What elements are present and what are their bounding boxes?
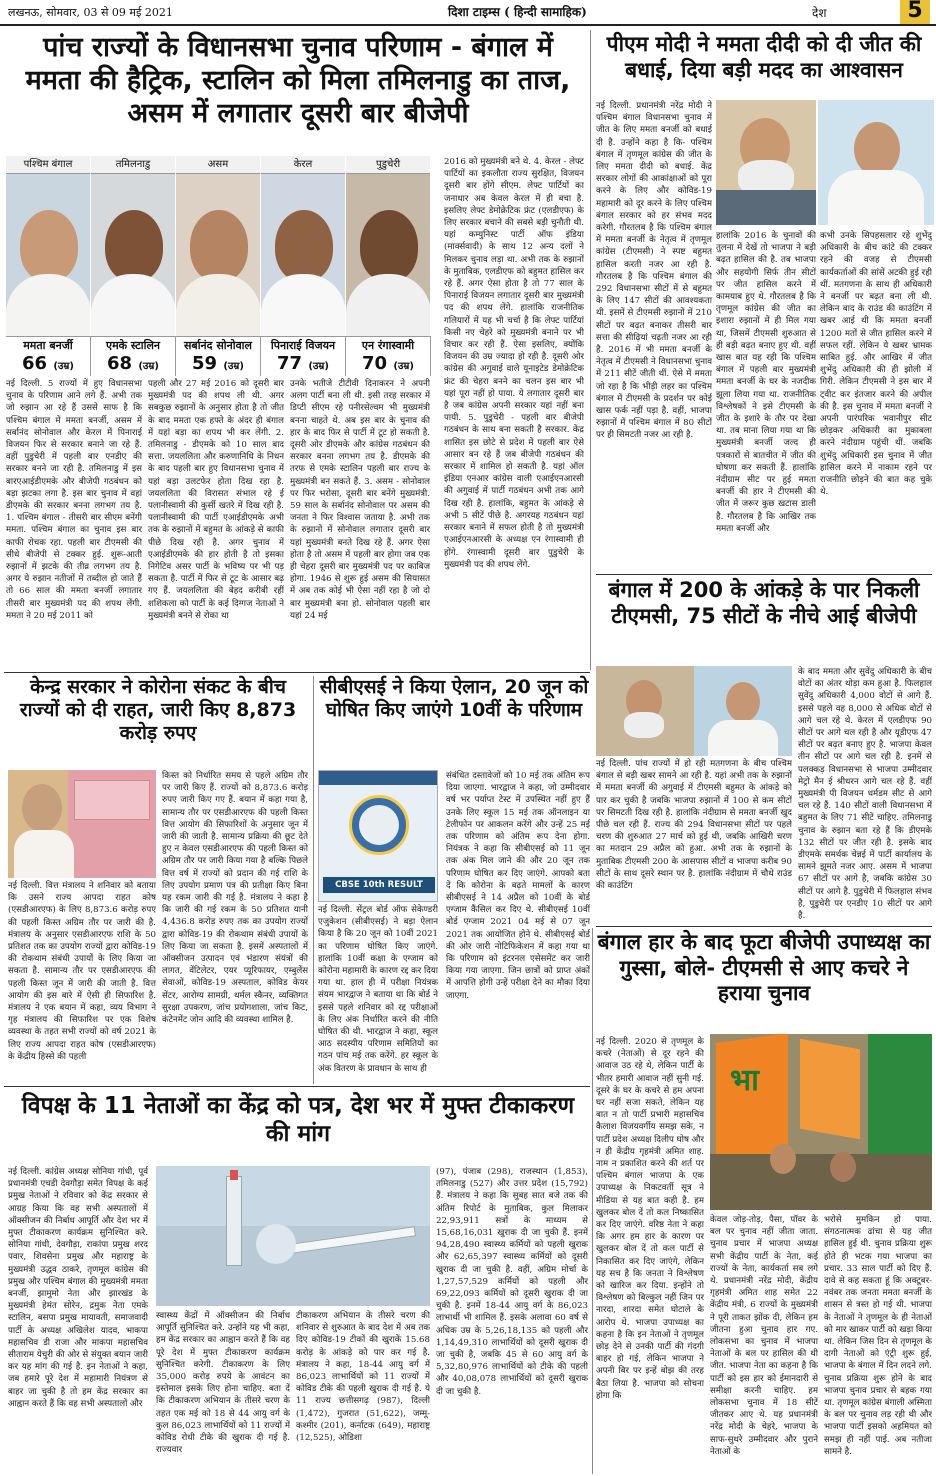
candidate-age: 66 xyxy=(22,353,48,374)
modi-body-col3: कभी उनके सिपहसलार रहे शुभेंदु अधिकारी के बीच कांटे की टक्कर रहने की वजह से टीएमसी कार्यकर्ताओं की सांसें अटकी हुई रही थीं. मतगणना के साथ ही अधिकारी ने बनर्जी पर बढ़त बना ली थी. लेकिन बाद के राउंड की काउंटिंग में खबर आई थी कि ममता बनर्जी 1200 मतों से जीत हासिल करने में सफल रहीं. लेकिन ये खबर भ्रामक साबित हुई. और आखिर में जीत शुभेंदु अधिकारी की ही झोली में गिरी. लेकिन टीएमसी ने इस बार में ट्वीट कर इंतजार करने की अपील की है. इस चुनाव में ममता बनर्जी ने अपनी पारंपरिक भवानीपुर सीट छोड़कर अधिकारी का मुकाबला करने नंदीग्राम पहुंची थीं. जबकि शुभेंदु अधिकारी इस चुनाव में जीत हासिल करने में नाकाम रहने पर राजनीति छोड़ने की बात कह चुके थे. xyxy=(820,231,932,498)
tmc-headline: बंगाल में 200 के आंकड़े के पार निकली टीएमसी, 75 सीटों के नीचे आई बीजेपी xyxy=(608,578,920,628)
candidate-name: पिनाराई विजयन xyxy=(270,339,336,352)
issue-date: लखनऊ, सोमवार, 03 से 09 मई 2021 xyxy=(8,6,173,19)
newspaper-name: दिशा टाइम्स ( हिन्दी सामाहिक) xyxy=(448,5,587,19)
age-unit: (उम्र) xyxy=(138,361,159,372)
covid-fund-headline: केन्द्र सरकार ने कोरोना संकट के बीच राज्यों को दी राहत, जारी किए 8,873 करोड़ रुपए xyxy=(19,676,297,745)
cbse-result-image xyxy=(318,770,438,902)
masthead xyxy=(0,0,936,26)
candidate-name: एमके स्टालिन xyxy=(105,339,161,352)
age-unit: (उम्र) xyxy=(308,361,329,372)
tmc-body-col1: नई दिल्ली. पांच राज्यों में हो रही मतगणना के बीच पश्चिम बंगाल से बड़ी खबर सामने आ रही है. यहां अभी तक के रुझानों में ममता बनर्जी की अगुवाई में टीएमसी बहुमत के आंकड़े को पार कर चुकी है जबकि भाजपा रुझानों में 100 से कम सीटों पर सिमटती दिख रही है. हालांकि नंदीग्राम से ममता बनर्जी खुद पीछे चल रही हैं. राज्य की 294 विधानसभा सीटों पर पहले चरण की शुरुआत 27 मार्च को हुई थी, जबकि आखिरी चरण का मतदान 29 अप्रैल को हुआ. अभी तक के रुझानों के मुताबिक टीएमसी 200 के आसपास सीटों व भाजपा करीब 90 सीटों के साथ दूसरे स्थान पर है. हालांकि नंदीग्राम में चौथे राउंड की काउंटिंग xyxy=(596,759,792,892)
candidate-age: 70 xyxy=(362,353,388,374)
age-unit: (उम्र) xyxy=(393,361,414,372)
candidate-caption xyxy=(346,336,431,376)
bjp-flags-photo: भा xyxy=(710,1034,932,1210)
candidate-state: पुडुचेरी xyxy=(346,156,430,174)
lead-body-col2: पहली और 27 मई 2016 को दूसरी बार मुख्यमंत्री पद की शपथ ली थी. अगर सबकुछ रुझानों के अनुसार होता है तो जीत के बाद ममता एक हफ्ते के अंदर ही बंगाल में यहां बड़ा का शपथ भी कर लेंगी. 2. तमिलनाडु - डीएमके को 10 साल बाद सत्ता. जयललिता और करुणानिधि के निधन के बाद पहली बार हुए विधानसभा चुनाव में यहां बड़ा उलटफेर होता दिख रहा है. जयललिता की विरासत संभाल रहे ई पलानीस्वामी की कुर्सी खतरे में दिख रही है. पलानीस्वामी की पार्टी एआईडीएमके अभी तक के रुझानों में बहुमत के आंकड़े से काफी पीछे दिख रही है. अगर चुनाव में एआईडीएमके की हार होती है तो इसका निगेटिव असर पार्टी के भविष्य पर भी पड़ सकता है. पार्टी में फिर से टूट के आसार बढ़ गए हैं. जयललिता की बेहद करीबी रहीं शशिकला को पार्टी के कई दिग्गज नेताओं ने मुख्यमंत्री बनने से रोका था xyxy=(148,379,284,621)
bjp-vp-body-col3: भरोसे मुमकिन हो पाया. संगठनात्मक ढांचा से यह जीत हासिल हुई थी. चुनाव प्रक्रिया शुरू होते ही भटक गया भाजपा का प्रचार. 33 साल पार्टी को दिए हैं. दावे से कह सकता हूं कि अक्टूबर-नवंबर तक जनता ममता बनर्जी के शासन से त्रस्त हो गई थी. भाजपा के नेताओं ने तृणमूल के ही नेताओं को मार खाकर पार्टी को खड़ा किया था. लेकिन जिस दिन से तृणमूल के दागी नेताओं को एंट्री शुरू हुई, भाजपा के बंगाल में दिन लदने लगे. चुनाव प्रक्रिया शुरू होने के बाद भाजपा चुनाव प्रचार से बहक गया था. तृणमूल कांग्रेस बंगाली अस्मिता के बल पर चुनाव लड़ रही थी और भाजपा पार्टी इसको अहमियत को समझ ही नहीं पाई. अब नतीजा सामने है. xyxy=(824,1215,932,1457)
covid-fund-body-col1: नई दिल्ली. वित्त मंत्रालय ने शनिवार को बताया कि उसने राज्य आपदा राहत कोष (एसडीआरएफ) के लिए 8,873.6 करोड़ रुपए की पहली किस्त अग्रिम तौर पर जारी की है. मंत्रालय के अनुसार एसडीआरएफ राशि के 50 प्रतिशत तक का उपयोग राज्यों द्वारा कोविड-19 की रोकथाम संबंधी उपायों के लिए किया जा सकता है. सामान्य तौर पर एसडीआरएफ की पहली किस्त जून में जारी की जाती है. वित्त आयोग की इस बारे में ऐसी ही सिफारिश है. मंत्रालय ने एक बयान में कहा, व्यय विभाग ने गृह मंत्रालय की सिफारिश पर एक विशेष व्यवस्था के तहत सभी राज्यों को वर्ष 2021 के लिए राज्य आपदा राहत कोष (एसडीआरएफ) के केंद्रीय हिस्से की पहली xyxy=(8,881,156,1062)
section-name: देश xyxy=(812,6,827,20)
candidate-state: पश्चिम बंगाल xyxy=(6,156,90,174)
modi-headline: पीएम मोदी ने ममता दीदी को दी जीत की बधाई, दिया बड़ी मदद का आश्वासन xyxy=(606,32,922,82)
tmc-body-col2: के बाद ममता और सुवेंदु अधिकारी के बीच वोटों का अंतर थोड़ा कम हुआ है. फिलहाल सुवेंदु अधिकारी 4,000 वोटों से आगे हैं. इससे पहले वह 8,000 से अधिक वोटों से आगे चल रहे थे. केरल में एलडीएफ 90 सीटों पर आगे चल रही है और यूडीएफ 47 सीटों पर बढ़त बनाए हुए है. भाजपा केवल तीन सीटों पर आगे चल रही है. इनमें से पलक्कड़ विधानसभा से भाजपा उम्मीदवार मेट्रो मैन ई श्रीधरन आगे चल रहे हैं. वहीं मुख्यमंत्री पी विजयन धर्मडम सीट से आगे चल रहे हैं. 140 सीटों वाली विधानसभा में बहुमत के लिए 71 सीटें चाहिए. तमिलनाडु चुनाव के रुझान बता रहे हैं कि डीएमके 132 सीटों पर जीत रही है. इसके बाद डीएमके समर्थक चेन्नई में पार्टी कार्यालय के सामने झूमते नजर आए. असम में भाजपा 67 सीटों पर आगे है, जबकि कांग्रेस 30 सीटों पर आगे है. पुडुचेरी में फिलहाल संभव है, पुडुचेरी पर एनडीए 10 सीटों पर आगे है. xyxy=(798,667,932,922)
vaccine-photo xyxy=(156,1166,430,1306)
covid-fund-photo xyxy=(8,770,156,878)
vaccine-body-col4: (97), पंजाब (298), राजस्थान (1,853), तमिलनाडु (527) और उत्तर प्रदेश (15,792) हैं. मंत्रालय ने कहा कि सुबह सात बजे तक की अंतिम रिपोर्ट के मुताबिक, कुल मिलाकर 22,93,911 सत्रों के माध्यम से 15,68,16,031 खुराक दी जा चुकी हैं. इनमें 94,28,490 स्वास्थ्य कर्मियों को पहली खुराक और 62,65,397 स्वास्थ्य कर्मियों को दूसरी खुराक दी जा चुकी है. वहीं, अग्रिम मोर्चा के 1,27,57,529 कर्मियों को पहली और 69,22,093 कर्मियों को दूसरी खुराक दी जा चुकी है. इनमें 18-44 आयु वर्ग के 86,023 लाभार्थी भी शामिल हैं. इसके अलावा 60 वर्ष से अधिक उम्र के 5,26,18,135 को पहली और 1,14,49,310 लाभार्थियों को दूसरी खुराक दी जा चुकी है, जबकि 45 से 60 आयु वर्ग के 5,32,80,976 लाभार्थियों को टीके की पहली और 40,08,078 लाभार्थियों को दूसरी खुराक दी जा चुकी है. xyxy=(436,1167,588,1397)
mamata-photo xyxy=(818,100,934,225)
candidate-caption xyxy=(176,336,261,376)
cbse-result-badge: CBSE 10th RESULT xyxy=(323,877,435,893)
modi-photo xyxy=(716,100,816,225)
candidate-age: 77 xyxy=(277,353,303,374)
covid-fund-body-col2: किस्त को निर्धारित समय से पहले अग्रिम तौर पर जारी किए हैं. राज्यों को 8,873.6 करोड़ रुपए जारी किए गए हैं. बयान में कहा गया है, सामान्य तौर पर एसडीआरएफ की पहली किस्त वित्त आयोग की सिफारिशों के अनुसार जून में जारी की जाती है. सामान्य प्रक्रिया की छूट देते हुए न केवल एसडीआरएफ की पहली किस्त को अग्रिम तौर पर जारी किया गया है बल्कि पिछले वित्त वर्ष में राज्यों को प्रदान की गई राशि के लिए उपयोग प्रमाण पत्र की प्रतीक्षा किए बिना यह रकम जारी की गई है. मंत्रालय ने कहा है कि जारी की गई रकम के 50 प्रतिशत यानी 4,436.8 करोड़ रुपए तक का उपयोग राज्यों द्वारा कोविड-19 की रोकथाम संबंधी उपायों के लिए किया जा सकता है. इसमें अस्पतालों में ऑक्सीजन उत्पादन एवं भंडारण संयंत्रों की लागत, वेंटिलेटर, एयर प्यूरिफायर, एम्बुलेंस सेवाओं, कोविड-19 अस्पताल, कोविड केयर सेंटर, आरोग्य सामग्री, थर्मल स्कैनर, व्यक्तिगत सुरक्षा उपकरण, जांच प्रयोगशाला, जांच किट, कंटेनमेंट जोन आदि की व्यवस्था शामिल है. xyxy=(162,771,308,1026)
candidate-age: 59 xyxy=(192,353,218,374)
cbse-headline: सीबीएसई ने किया ऐलान, 20 जून को घोषित किए जाएंगे 10वीं के परिणाम xyxy=(319,676,589,722)
age-unit: (उम्र) xyxy=(53,361,74,372)
vaccine-body-col2: स्वास्थ्य केंद्रों में ऑक्सीजन की निर्बाध आपूर्ति सुनिश्चित करे. उन्होंने यह भी कहा, हम केंद्र सरकार का आह्वान करते हैं कि वह पूरे देश में मुफ्त टीकाकरण कार्यक्रम सुनिश्चित करेगी. टीकाकरण के लिए 35,000 करोड़ रुपये के आवंटन का इस्तेमाल इसके लिए होना चाहिए. बता दें कि टीकाकरण अभियान के तीसरे चरण के तहत एक मई को 18 से 44 आयु वर्ग के कुल 86,023 लाभार्थियों को 11 राज्यों में कोविड रोधी टीके की खुराक दी गई है. राज्यवार xyxy=(156,1311,290,1456)
bjp-vp-headline: बंगाल हार के बाद फूटा बीजेपी उपाध्यक्ष का गुस्सा, बोले- टीएमसी से आए कचरे ने हराया चुनाव xyxy=(597,930,931,1006)
lead-headline: पांच राज्यों के विधानसभा चुनाव परिणाम - बंगाल में ममता की हैट्रिक, स्टालिन को मिला तमिलनाडु का ताज, असम में लगातार दूसरी बार बीजेपी xyxy=(25,32,571,129)
age-unit: (उम्र) xyxy=(223,361,244,372)
bjp-vp-body-col2: केवल जोड़-तोड़, पैसा, पॉवर के बल पर चुनाव नहीं जीता जाता. चुनाव प्रचार में भाजपा अध्यक्ष सभी केंद्रीय पार्टी के नेता, कई राज्यों के नेता, कार्यकर्ता सब लगे थे. प्रधानमंत्री नरेंद्र मोदी, केंद्रीय गृहमंत्री अमित शाह समेत 22 केंद्रीय मंत्री, 6 राज्यों के मुख्यमंत्री ने पूरी ताकत झोंक दी, लेकिन हम जीतना हुआ चुनाव हार गए. लोकसभा का चुनाव में भाजपा नेताओं के बल पर हासिल की थी जीत. भाजपा नेता का कहना है कि पार्टी को इस हार को ईमानदारी से समीक्षा करनी चाहिए. हम लोकसभा चुनाव में 18 सीटें जीतकर आए थे. यह प्रधानमंत्री नरेंद्र मोदी के चेहरे, भाजपा के साफ-सुथरे उम्मीदवार और पुराने नेताओं के xyxy=(710,1215,818,1457)
cbse-body-col1: नई दिल्ली. सेंट्रल बोर्ड ऑफ सेकेण्डरी एजुकेशन (सीबीएसई) ने बड़ा ऐलान किया है कि 20 जून को 10वीं 2021 का परिणाम घोषित किए जाएंगे. हालांकि 10वीं कक्षा के एग्जाम को कोरोना महामारी के कारण रद्द कर दिया गया था. हाल ही में परीक्षा नियंत्रक संयम भारद्वाज ने बताया था कि बोर्ड ने इससे पहले शनिवार को रद्द परीक्षाओं के लिए अंक निर्धारित करने की नीति घोषित की थी. भारद्वाज ने कहा, स्कूल आठ सदस्यीय परिणाम समितियों का गठन पांच मई तक करेंगे. हर स्कूल के अंक वितरण के प्रावधान के साथ ही xyxy=(318,905,438,1074)
page-number: 5 xyxy=(900,0,930,24)
candidate-caption xyxy=(6,336,91,376)
cbse-body-col2: संबंधित दस्तावेजों को 10 मई तक अंतिम रूप दिया जाएगा. भारद्वाज ने कहा, जो उम्मीदवार वर्ष भर पर्याप्त टेस्ट में उपस्थित नहीं हुए हैं उनके लिए स्कूल 15 मई तक ऑनलाइन या टेलीफोन पर आकलन करेंगे और उन्हें 25 मई तक परिणाम को अंतिम रूप देना होगा. नियंत्रक ने कहा कि सीबीएसई को 11 जून तक अंक मिल जाने की और 20 जून तक परिणाम घोषित कर दिए जाएंगे. आपको बता दें कि कोरोना के बढ़ते मामलों के कारण सीबीएसई ने 14 अप्रैल को 10वीं के बोर्ड एग्जाम कैंसिल कर दिए थे. सीबीएसई 10वीं बोर्ड एग्जाम 2021 04 मई से 07 जून 2021 तक आयोजित होने थे. सीबीएसई बोर्ड की ओर जारी नोटिफिकेशन में कहा गया था कि परिणाम को इंटरनल एसेसमेंट कर जारी किया गया जाएगा. जिन छात्रों को प्राप्त अंकों में आपत्ति होगी उन्हें परीक्षा देने का मौका दिया जाएगा. xyxy=(446,771,590,1001)
vaccine-body-col1: नई दिल्ली. कांग्रेस अध्यक्ष सोनिया गांधी, पूर्व प्रधानमंत्री एचडी देवगौड़ा समेत विपक्ष के कई प्रमुख नेताओं ने रविवार को केंद्र सरकार से आग्रह किया कि वह सभी अस्पतालों में ऑक्सीजन की निर्बाध आपूर्ति और देश भर में मुफ्त टीकाकरण कार्यक्रम सुनिश्चित करे. सोनिया गांधी, देवगौड़ा, राकांपा प्रमुख शरद पवार, शिवसेना प्रमुख और महाराष्ट्र के मुख्यमंत्री उद्धव ठाकरे, तृणमूल कांग्रेस की प्रमुख और पश्चिम बंगाल की मुख्यमंत्री ममता बनर्जी, झामुमो नेता और झारखंड के मुख्यमंत्री हेमंत सोरेन, द्रमुक नेता एमके स्टालिन, बसपा प्रमुख मायावती, समाजवादी पार्टी के अध्यक्ष अखिलेश यादव, भाकपा महासचिव डी राजा और माकपा महासचिव सीताराम येचुरी की ओर से संयुक्त बयान जारी कर यह मांग की गई है. इन नेताओं ने कहा, जब हमारे पूरे देश में महामारी नियंत्रण से बाहर जा चुकी है तो हम केंद्र सरकार का आह्वान करते हैं कि वह सभी अस्पतालों और xyxy=(8,1167,148,1409)
lead-body-col3: उनके भतीजे टीटीवी दिनाकरन ने अपनी अलग पार्टी बना ली थी. इसी तरह सरकार में डिप्टी सीएम रहे पनीरसेल्वम भी मुख्यमंत्री बनना चाहते थे. अब इस बार के चुनाव की हार के बाद फिर से पार्टी में टूट हो सकती है. दूसरी ओर डीएमके और कांग्रेस गठबंधन की सरकार बनना लगभग तय है. डीएमके की तरफ से एमके स्टालिन पहली बार राज्य के मुख्यमंत्री बन सकते हैं. 3. असम - सोनोवाल पर फिर भरोसा, दूसरी बार बनेंगे मुख्यमंत्री. 59 साल के सर्बानंद सोनोवाल पर असम की जनता ने फिर विश्वास जताया है. अभी तक के रुझानों में सोनोवाल लगातार दूसरी बार यहां मुख्यमंत्री बनते दिख रहे हैं. अगर ऐसा होता है तो असम में पहली बार होगा जब एक ही चेहरा दूसरी बार मुख्यमंत्री पद पर काबिज होगा. 1946 से शुरू हुई असम की सियासत में अब तक कोई भी ऐसा नहीं रहा है जो दो बार मुख्यमंत्री बना हो. सोनोवाल पहली बार यहां 24 मई xyxy=(290,379,430,621)
candidate-state: तमिलनाडु xyxy=(91,156,175,174)
vaccine-headline: विपक्ष के 11 नेताओं का केंद्र को पत्र, देश भर में मुफ्त टीकाकरण की मांग xyxy=(21,1093,575,1148)
candidate-age: 68 xyxy=(107,353,133,374)
modi-mamata-photo xyxy=(596,666,792,756)
candidate-caption xyxy=(91,336,176,376)
candidate-state: केरल xyxy=(261,156,345,174)
modi-body-col2: हालांकि 2016 के चुनावों की तुलना में देखें तो भाजपा ने बड़ी बढ़त हासिल की है. तब भाजपा और सहयोगी सिर्फ तीन सीटों पर जीत हासिल करने में कामयाब हुए थे. गौरतलब है कि तृणमूल कांग्रेस की जीत का इशारा रुझानों में ही मिल गया था, जिसमें टीएमसी शुरुआत से ही बड़ी बढ़त बनाए हुए थी. वहीं खास बात यह रही कि पश्चिम बंगाल में पहली बार मुख्यमंत्री ममता बनर्जी के घर के नजदीक झूला लिया गया था. राजनीतिक विश्लेषकों ने इसे टीएमसी के जीत के इशारे के तौर पर देखा था. तब माना लिया गया था कि मुख्यमंत्री बनर्जी जल्द ही पत्रकारों से बातचीत में जीत की घोषणा कर सकती हैं. हालांकि नंदीग्राम सीट पर हुई ममता बनर्जी की हार ने टीएमसी की जीत में जरूर कुछ खटास डाली है. गौरतलब है कि आखिर तक ममता बनर्जी और xyxy=(716,231,816,534)
lead-body-col1: नई दिल्ली. 5 राज्यों में हुए विधानसभा चुनाव के परिणाम आने लगे हैं. अभी तक जो रुझान आ रहे हैं उससे साफ है कि पश्चिम बंगाल में ममता बनर्जी, असम में सर्बानंद सोनोवाल और केरल में पिनाराई विजयन फिर से सरकार बनाने जा रहे हैं. वहीं पुडुचेरी में पहली बार एनडीए की सरकार बनने जा रही है. तमिलनाडु में इस बारएआईडीएमके और बीजेपी गठबंधन को बड़ा झटका लगा है. इस बार चुनाव में वहां डीएमके की सरकार बनना लगभग तय है. 1. पश्चिम बंगाल - तीसरी बार सीएम बनेंगी ममता. पश्चिम बंगाल का चुनाव इस बार काफी रोचक रहा. पहली बार टीएमसी की सीधे बीजेपी से टक्कर हुई. शुरू-आती रुझानों में झटके की तीव्र लगभग तय है. अगर ये रुझान नतीजों में तब्दील हो जाते हैं तो 66 साल की ममता बनर्जी लगातार तीसरी बार मुख्यमंत्री पद की शपथ लेंगी. ममता ने 20 मई 2011 को xyxy=(6,379,142,621)
bjp-vp-body-col1: नई दिल्ली. 2020 से तृणमूल के कचरे (नेताओं) से दूर रहने की आवाज उठ रहे थे, लेकिन पार्टी के भीतर हमारी आवाज नहीं सुनी गई. दूसरे के घर के कचरे से हम अपना घर नहीं सजा सकते, लेकिन यह बात न तो पार्टी प्रभारी महासचिव कैलाश विजयवर्गीय समझ सके, न पार्टी प्रदेश अध्यक्ष दिलीप घोष और न ही केंद्रीय गृहमंत्री अमित शाह. नाम न प्रकाशित करने की शर्त पर पश्चिम बंगाल भाजपा के एक उपाध्यक्ष के निकटवर्ती सूत्र ने मीडिया से यह बात कही है. हम खुलकर बोल दें तो कल निष्कासित कर दिए जाएंगे. वरिष्ठ नेता ने कहा कि अगर हम हार के कारण पर खुलकर बोल दें तो कल पार्टी से निकासित कर दिए जाएंगे, लेकिन यह सच है कि जनता ने विश्लेषण को खारिज कर दिया. इन्होंने तो विश्लेषण को बिल्कुल नहीं जिन पर नारदा, शारदा समेत घोटाले के आरोप थे. भाजपा उपाध्यक्ष का कहना है कि इन नेताओं ने तृणमूल छोड़ देने से उनकी पार्टी की गंदगी बाहर हो गई, लेकिन भाजपा ने अपनी बिर पर इन्हें बोझ की तरह बैठा लिया है. भाजपा को सोचना होगा कि xyxy=(596,1037,704,1401)
candidate-name: ममता बनर्जी xyxy=(23,339,73,352)
candidate-name: सर्बानंद सोनोवाल xyxy=(183,339,252,352)
lead-body-col4: 2016 को मुख्यमंत्री बने थे. 4. केरल - लेफ्ट पार्टियों का इकलौता राज्य सुरक्षित, विजयन दूसरी बार होंगे सीएम. लेफ्ट पार्टियों का जनाधार अब केवल केरल में ही बचा है. इसलिए लेफ्ट डेमोक्रेटिक फ्रंट (एलडीएफ) के लिए सरकार बचाने की सबसे बड़ी चुनौती थी. यहां कम्युनिस्ट पार्टी ऑफ इंडिया (मार्क्सवादी) के साथ 12 अन्य दलों ने मिलकर चुनाव लड़ा था. अभी तक के रुझानों के मुताबिक, एलडीएफ को बहुमत हासिल कर रहे हैं. अगर ऐसा होता है तो 77 साल के पिनाराई विजयन लगातार दूसरी बार मुख्यमंत्री पद की शपथ लेंगे. हालांकि राजनीतिक गलियारों में यह भी चर्चा है कि लेफ्ट पार्टियां किसी नए चेहरे को मुख्यमंत्री बनाने पर भी विचार कर रही हैं. ऐसा इसलिए, क्योंकि विजयन की उम्र ज्यादा हो रही है. दूसरी ओर कांग्रेस की अगुवाई वाले यूनाइटेड डेमोक्रेटिक फ्रंट की चेहरा बनने का चलन इस बार भी यहां पूरा नहीं हो पाया. ये लगातार दूसरी बार है जब कांग्रेस अपनी सरकार यहां नहीं बना पायी. 5. पुडुचेरी - पहली बार बीजेपी गठबंधन के साथ बना सकती है सरकार. केंद्र शासित इस छोटे से प्रदेश में पहली बार ऐसे आसार बन रहे हैं जब बीजेपी गठबंधन की सरकार में शामिल हो सकती है. यहां ऑल इंडिया एनआर कांग्रेस वाली एआईएनआरसी की अगुवाई में पार्टी गठबंधन अभी तक आगे दिख रही है. हालांकि, बहुमत के आंकड़े से अभी 5 सीटें पीछे है. अगरयह गठबंधन यहां सरकार बनाने में सफल होती है तो मुख्यमंत्री एआईएनआरसी के अध्यक्ष एन रंगास्वामी ही होंगे. रंगास्वामी दूसरी बार पुडुचेरी के मुख्यमंत्री पद की शपथ लेंगे. xyxy=(444,157,584,570)
candidate-caption xyxy=(261,336,346,376)
modi-body-col1: नई दिल्ली. प्रधानमंत्री नरेंद्र मोदी ने पश्चिम बंगाल विधानसभा चुनाव में जीत के लिए ममता बनर्जी को बधाई दी है. उन्होंने कहा है कि- पश्चिम बंगाल में तृणमूल कांग्रेस की जीत के लिए ममता दीदी को बधाई. केंद्र सरकार लोगों की आकांक्षाओं को पूरा करने के लिए और कोविड-19 महामारी को दूर करने के लिए पश्चिम बंगाल सरकार को हर संभव मदद करेगी. गौरतलब है कि पश्चिम बंगाल में ममता बनर्जी के नेतृत्व में तृणमूल कांग्रेस (टीएमसी) ने स्पष्ट बहुमत हासिल करती नजर आ रही है. गौरतलब है कि पश्चिम बंगाल की 292 विधानसभा सीटों में से बहुमत के लिए 147 सीटों की आवश्यकता थी. इसमें से टीएमसी रुझानों में 210 सीटों पर बढ़त बनाकर तीसरी बार सत्ता की सीढ़ियां चढ़ती नजर आ रही है. 2016 में भी ममता बनर्जी के नेतृत्व में टीएमसी ने विधानसभा चुनाव में 211 सीटें जीती थीं. ऐसे में ममता जो रहा है कि भीड़ी लहर का पश्चिम बंगाल में टीएमसी के प्रदर्शन पर कोई खास फर्क नहीं पड़ा है. वहीं, भाजपा रुझानों में पश्चिम बंगाल में 80 सीटों पर ही सिमटती नजर आ रही है. xyxy=(596,101,712,441)
candidate-state: असम xyxy=(176,156,260,174)
candidate-name: एन रंगास्वामी xyxy=(361,339,415,352)
vaccine-body-col3: टीकाकरण अभियान के तीसरे चरण की शनिवार से शुरुआत के बाद देश में अब तक दिए कोविड-19 टीकों की खुराकें 15.68 करोड़ के आंकड़े को पार कर गई है. मंत्रालय ने कहा, 18-44 आयु वर्ग में 86,023 लाभार्थियों को 11 राज्यों में कोविड टीके की पहली खुराक दी गई है. ये 11 राज्य छत्तीसगढ़ (987), दिल्ली (1,472), गुजरात (51,622), जम्मू-कश्मीर (201), कर्नाटक (649), महाराष्ट्र (12,525), ओडिशा xyxy=(296,1311,430,1444)
